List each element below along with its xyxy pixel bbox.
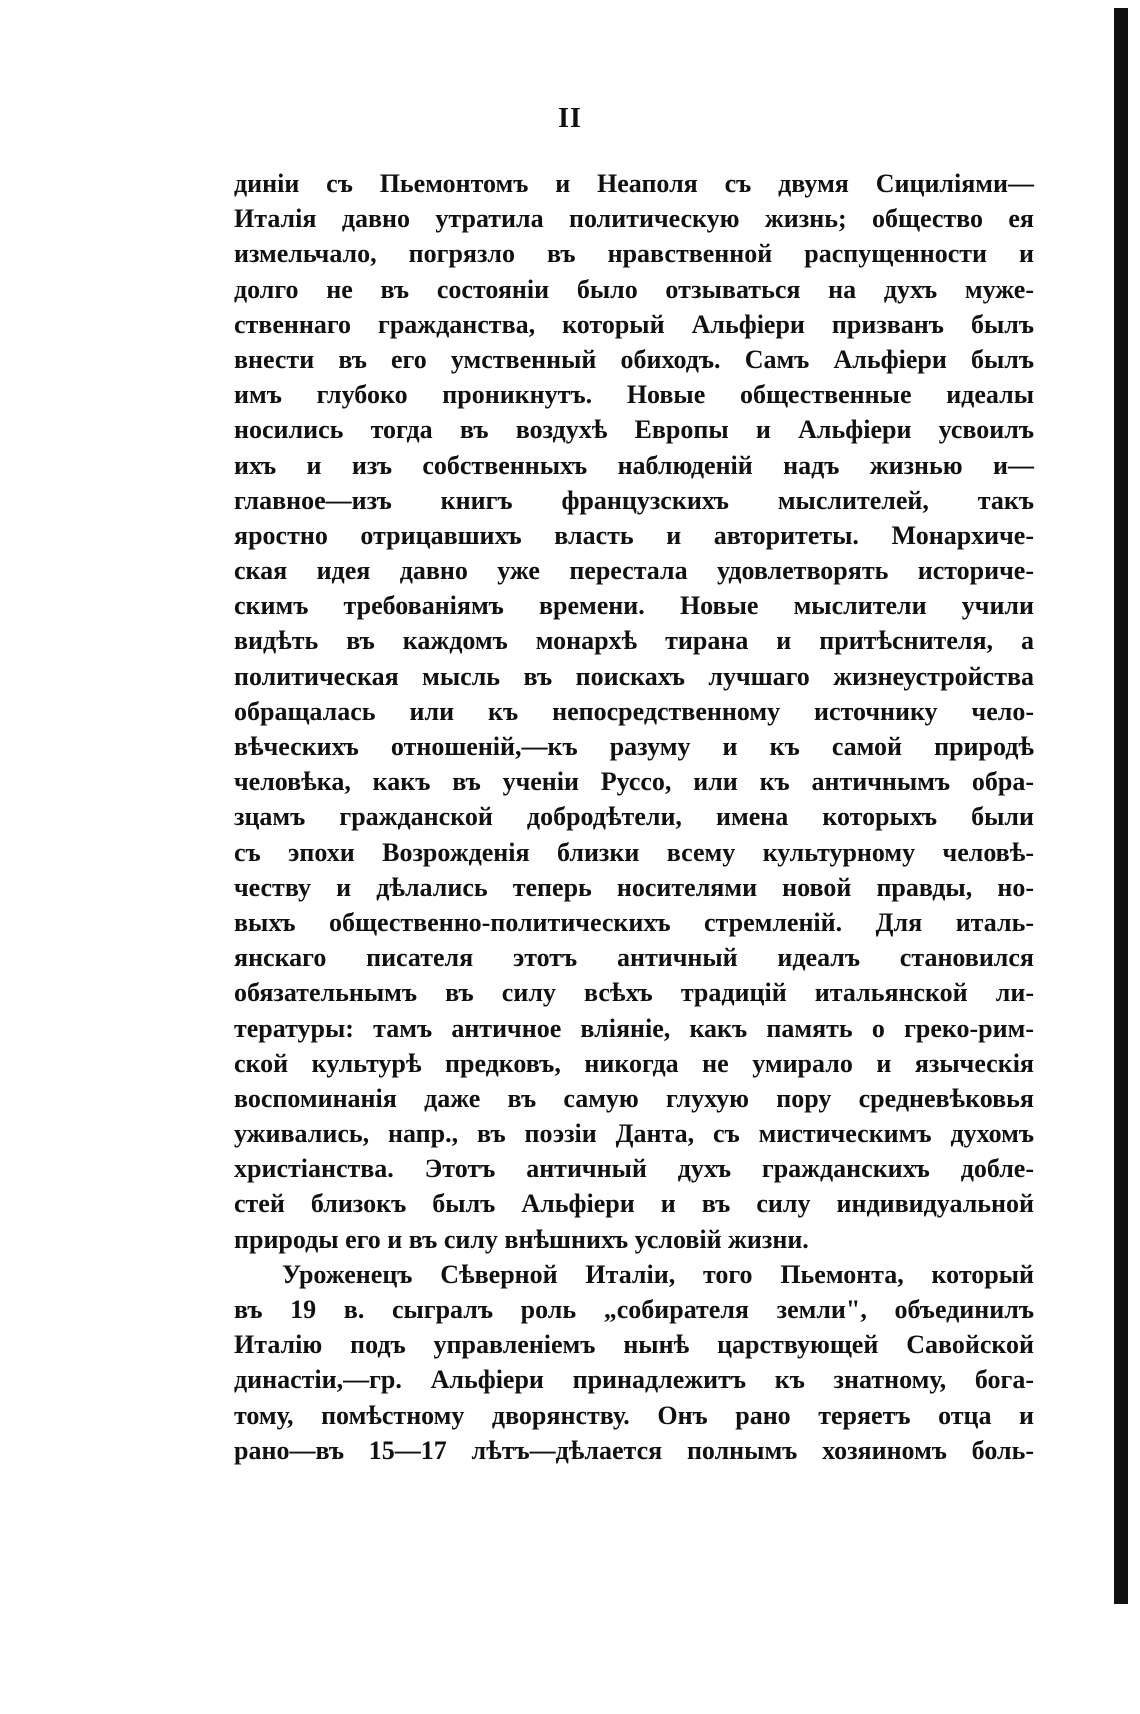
text-line: съ эпохи Возрожденія близки всему культурному человѣ- bbox=[234, 837, 1034, 867]
text-line: уживались, напр., въ поэзіи Данта, съ мистическимъ духомъ bbox=[234, 1119, 1034, 1149]
text-line: природы его и въ силу внѣшнихъ условій жизни. bbox=[234, 1224, 809, 1254]
text-line: долго не въ состояніи было отзываться на духъ муже- bbox=[234, 274, 1034, 304]
text-line: тературы: тамъ античное вліяніе, какъ память о греко-рим- bbox=[234, 1013, 1034, 1043]
text-line: ской культурѣ предковъ, никогда не умирало и языческія bbox=[234, 1048, 1034, 1078]
page-number: II bbox=[558, 103, 582, 134]
text-line: обязательнымъ въ силу всѣхъ традицій итальянской ли- bbox=[234, 978, 1034, 1008]
text-line: династіи,—гр. Альфіери принадлежитъ къ знатному, бога- bbox=[234, 1365, 1034, 1395]
text-line: тому, помѣстному дворянству. Онъ рано теряетъ отца и bbox=[234, 1400, 1034, 1430]
text-line: вѣческихъ отношеній,—къ разуму и къ самой природѣ bbox=[234, 732, 1034, 761]
text-line: Уроженецъ Сѣверной Италіи, того Пьемонта, который bbox=[282, 1259, 1034, 1289]
text-line: выхъ общественно-политическихъ стремленій. Для италь- bbox=[234, 907, 1034, 937]
text-line: ихъ и изъ собственныхъ наблюденій надъ жизнью и— bbox=[234, 450, 1034, 480]
text-line: главное—изъ книгъ французскихъ мыслителей, такъ bbox=[234, 485, 1034, 515]
text-line: диніи съ Пьемонтомъ и Неаполя съ двумя Сициліями— bbox=[234, 169, 1034, 198]
text-line: воспоминанія даже въ самую глухую пору средневѣковья bbox=[234, 1083, 1034, 1113]
text-line: видѣть въ каждомъ монархѣ тирана и притѣснителя, а bbox=[234, 626, 1034, 656]
text-line: стей близокъ былъ Альфіери и въ силу индивидуальной bbox=[234, 1189, 1034, 1219]
text-line: скимъ требованіямъ времени. Новые мыслители учили bbox=[234, 591, 1034, 621]
text-line: зцамъ гражданской добродѣтели, имена которыхъ были bbox=[234, 802, 1034, 832]
text-line: имъ глубоко проникнутъ. Новые общественные идеалы bbox=[234, 380, 1034, 410]
text-line: ская идея давно уже перестала удовлетворять историче- bbox=[234, 556, 1034, 586]
text-line: яростно отрицавшихъ власть и авторитеты. Монархиче- bbox=[234, 520, 1034, 550]
page-edge-shadow bbox=[1114, 8, 1128, 1604]
text-line: человѣка, какъ въ ученіи Руссо, или къ античнымъ обра- bbox=[234, 767, 1034, 797]
text-line: рано—въ 15—17 лѣтъ—дѣлается полнымъ хозяиномъ боль- bbox=[234, 1435, 1034, 1465]
text-line: ственнаго гражданства, который Альфіери призванъ былъ bbox=[234, 309, 1034, 339]
text-line: измельчало, погрязло въ нравственной распущенности и bbox=[234, 239, 1034, 269]
text-line: Италія давно утратила политическую жизнь; общество ея bbox=[234, 204, 1034, 234]
text-line: носились тогда въ воздухѣ Европы и Альфіери усвоилъ bbox=[234, 415, 1034, 445]
text-line: обращалась или къ непосредственному источнику чело- bbox=[234, 696, 1034, 726]
text-line: Италію подъ управленіемъ нынѣ царствующей Савойской bbox=[234, 1330, 1034, 1360]
text-line: внести въ его умственный обиходъ. Самъ Альфіери былъ bbox=[234, 344, 1034, 374]
text-line: честву и дѣлались теперь носителями новой правды, но- bbox=[234, 872, 1034, 902]
text-line: христіанства. Этотъ античный духъ гражданскихъ добле- bbox=[234, 1154, 1034, 1184]
text-line: янскаго писателя этотъ античный идеалъ становился bbox=[234, 943, 1034, 973]
text-line: въ 19 в. сыгралъ роль „собирателя земли", объединилъ bbox=[234, 1295, 1034, 1324]
text-line: политическая мысль въ поискахъ лучшаго жизнеустройства bbox=[234, 661, 1034, 691]
body-text bbox=[234, 166, 1034, 1468]
